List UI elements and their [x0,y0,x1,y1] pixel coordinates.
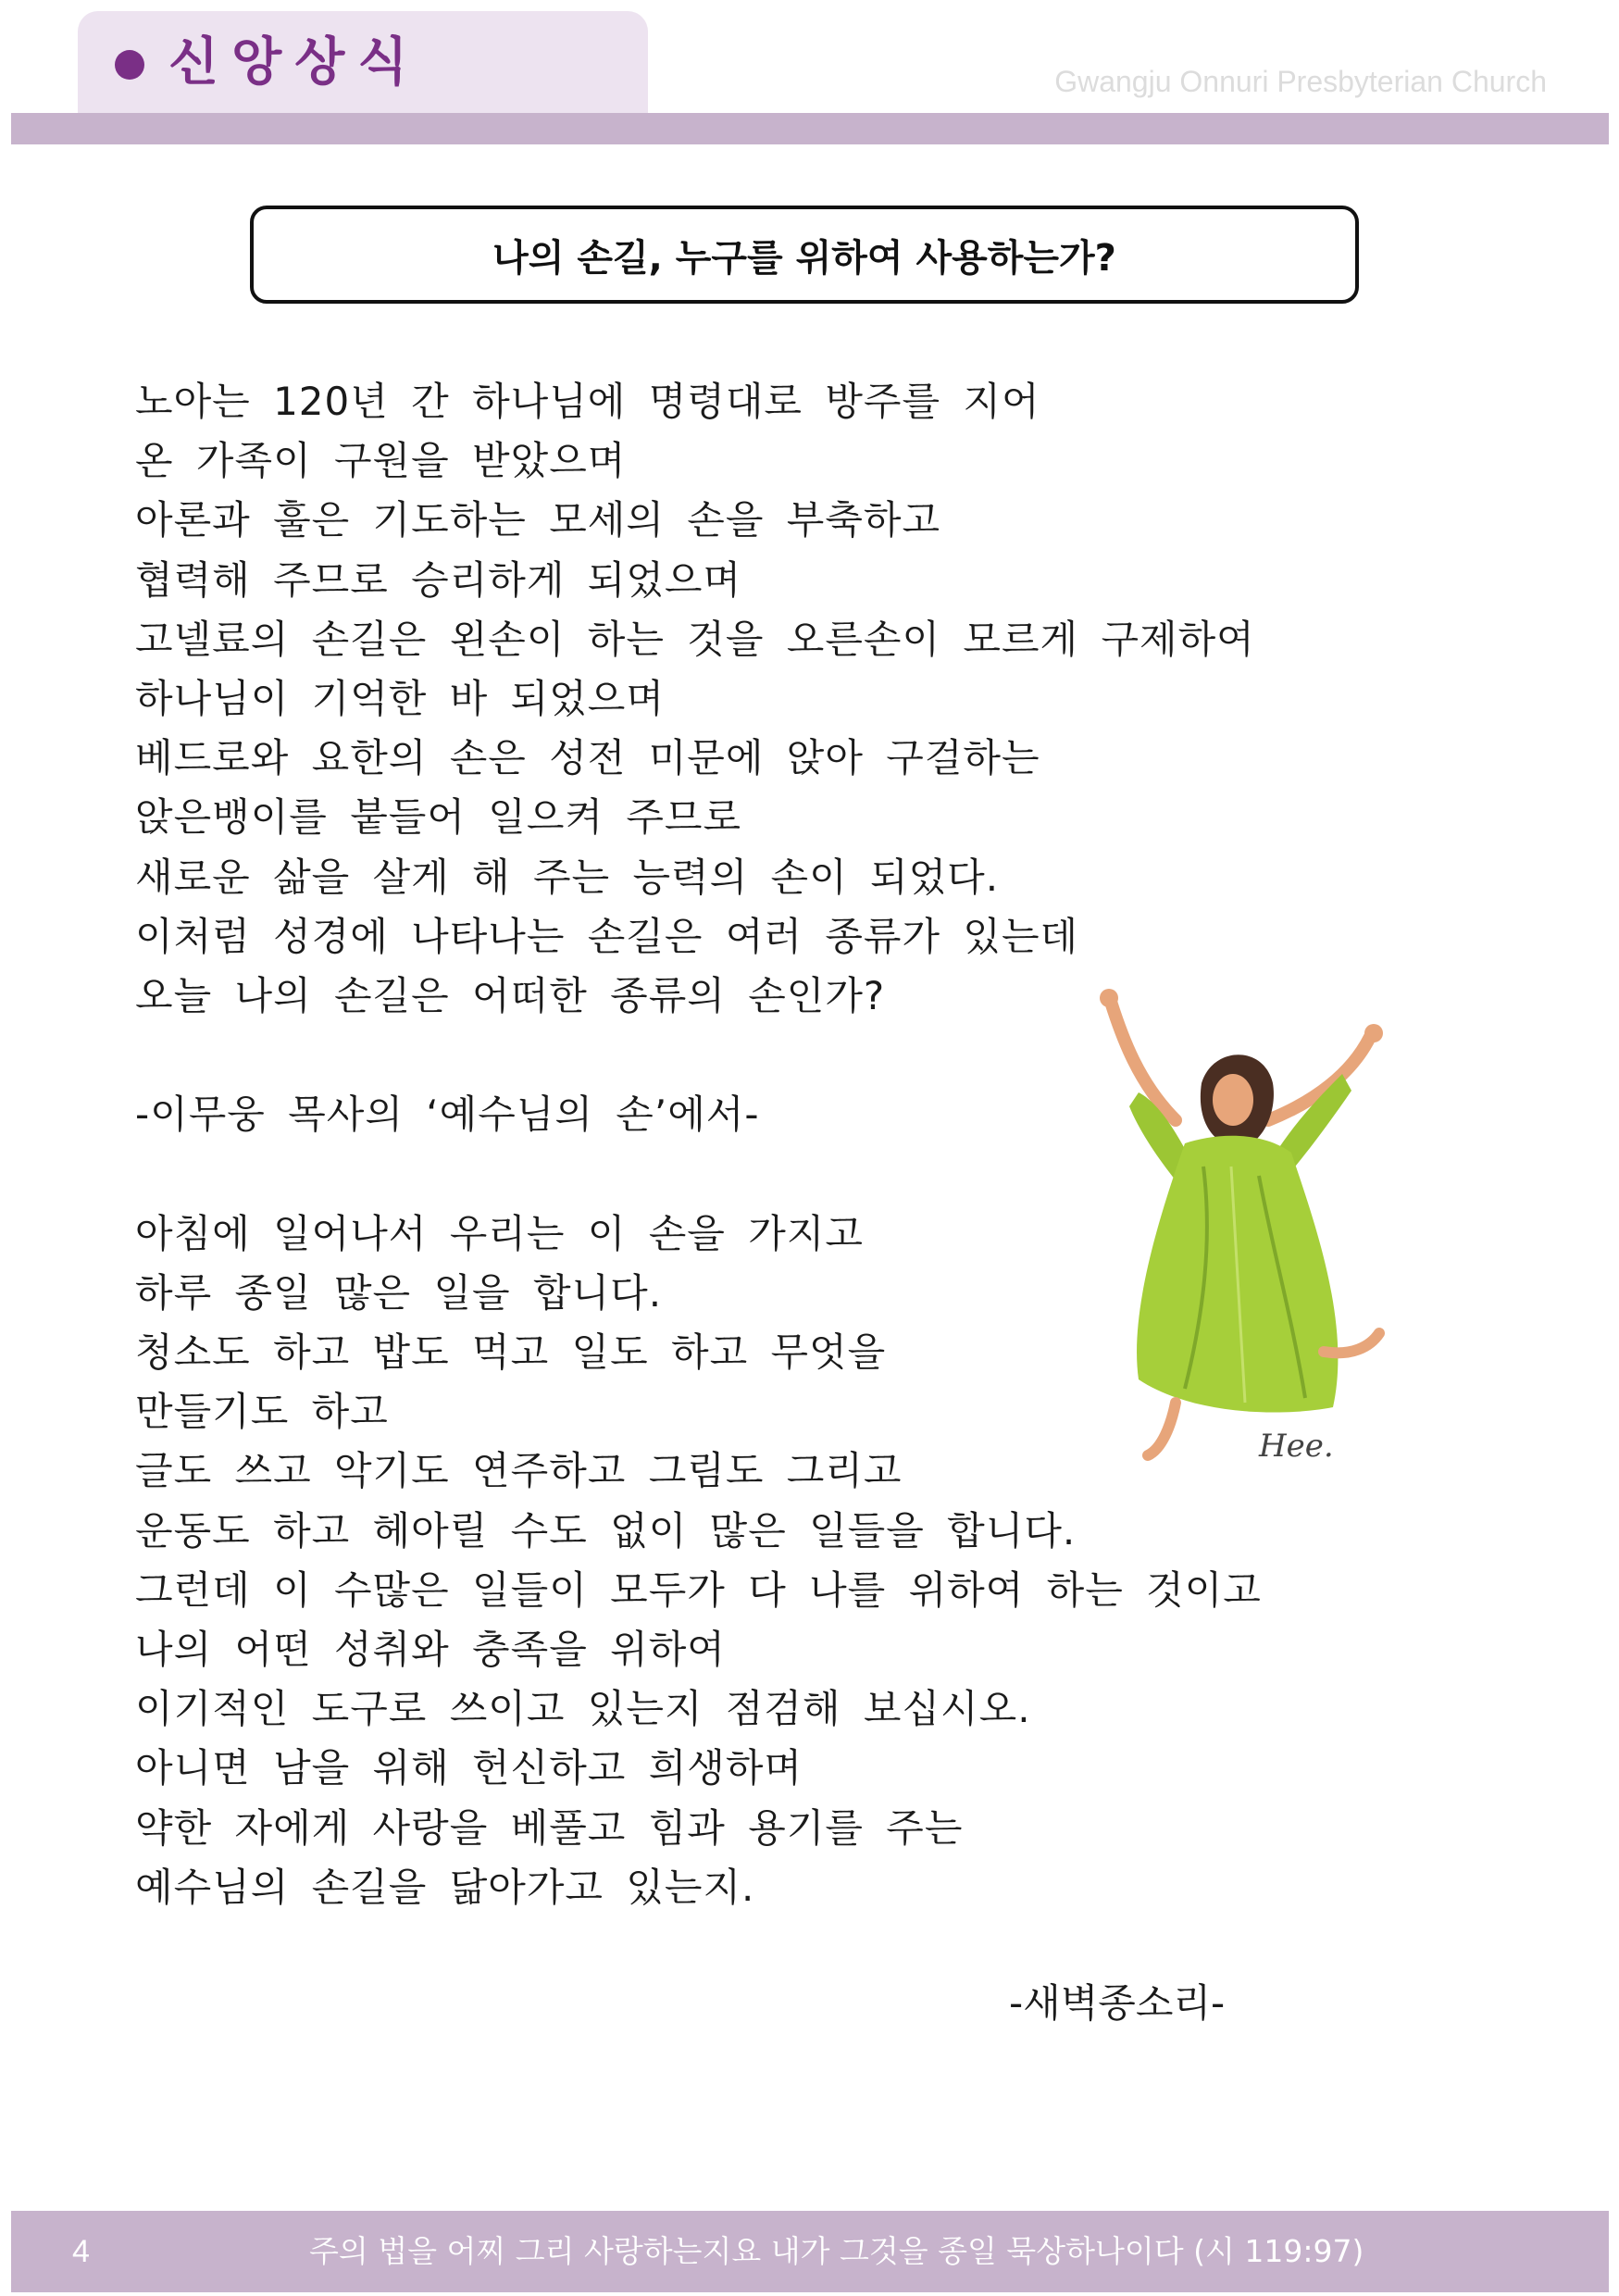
church-name: Gwangju Onnuri Presbyterian Church [1054,65,1547,98]
body-line: 베드로와 요한의 손은 성전 미문에 앉아 구걸하는 [135,735,1040,781]
body-line: 하루 종일 많은 일을 합니다. [135,1269,663,1316]
footer-verse: 주의 법을 어찌 그리 사랑하는지요 내가 그것을 종일 묵상하나이다 (시 119:97) [309,2233,1364,2269]
body-line: 협력해 주므로 승리하게 되었으며 [135,556,742,603]
body-line: 하나님이 기억한 바 되었으며 [135,675,665,721]
header-band [11,113,1609,144]
body-line: 나의 어떤 성취와 충족을 위하여 [135,1626,726,1672]
artist-signature: Hee. [1259,1428,1334,1465]
body-line: 아니면 남을 위해 헌신하고 희생하며 [135,1745,803,1791]
body-line: 이기적인 도구로 쓰이고 있는지 점검해 보십시오. [135,1686,1031,1732]
body-line: 만들기도 하고 [135,1389,389,1435]
body-line: 노아는 120년 간 하나님에 명령대로 방주를 지어 [135,379,1040,424]
body-line: 운동도 하고 헤아릴 수도 없이 많은 일들을 합니다. [135,1507,1077,1554]
body-line: 예수님의 손길을 닮아가고 있는지. [135,1864,755,1910]
body-line: 오늘 나의 손길은 어떠한 종류의 손인가? [135,972,886,1018]
body-line: 새로운 삶을 살게 해 주는 능력의 손이 되었다. [135,854,1000,900]
body-line: 온 가족이 구원을 받았으며 [135,438,627,484]
page-number: 4 [72,2234,90,2269]
body-line: 고넬료의 손길은 왼손이 하는 것을 오른손이 모르게 구제하여 [135,616,1255,662]
body-line: 아론과 훌은 기도하는 모세의 손을 부축하고 [135,497,941,543]
body-line: 아침에 일어나서 우리는 이 손을 가지고 [135,1210,864,1256]
body-line: 약한 자에게 사랑을 베풀고 힘과 용기를 주는 [135,1804,964,1851]
body-line: 그런데 이 수많은 일들이 모두가 다 나를 위하여 하는 것이고 [135,1566,1262,1613]
body-line: 글도 쓰고 악기도 연주하고 그림도 그리고 [135,1448,903,1494]
body-line: 앉은뱅이를 붙들어 일으켜 주므로 [135,794,742,841]
dancing-woman-illustration [1074,981,1407,1500]
quote-attribution: -이무웅 목사의 ‘예수님의 손’에서- [135,1092,760,1138]
article-source: -새벽종소리- [1009,1980,1226,2026]
bullet-icon [115,50,144,80]
article-title: 나의 손길, 누구를 위하여 사용하는가? [492,236,1116,280]
title-box [250,206,1359,304]
body-line: 이처럼 성경에 나타나는 손길은 여러 종류가 있는데 [135,913,1079,959]
section-title: 신앙상식 [168,32,421,93]
body-line: 청소도 하고 밥도 먹고 일도 하고 무엇을 [135,1329,887,1375]
